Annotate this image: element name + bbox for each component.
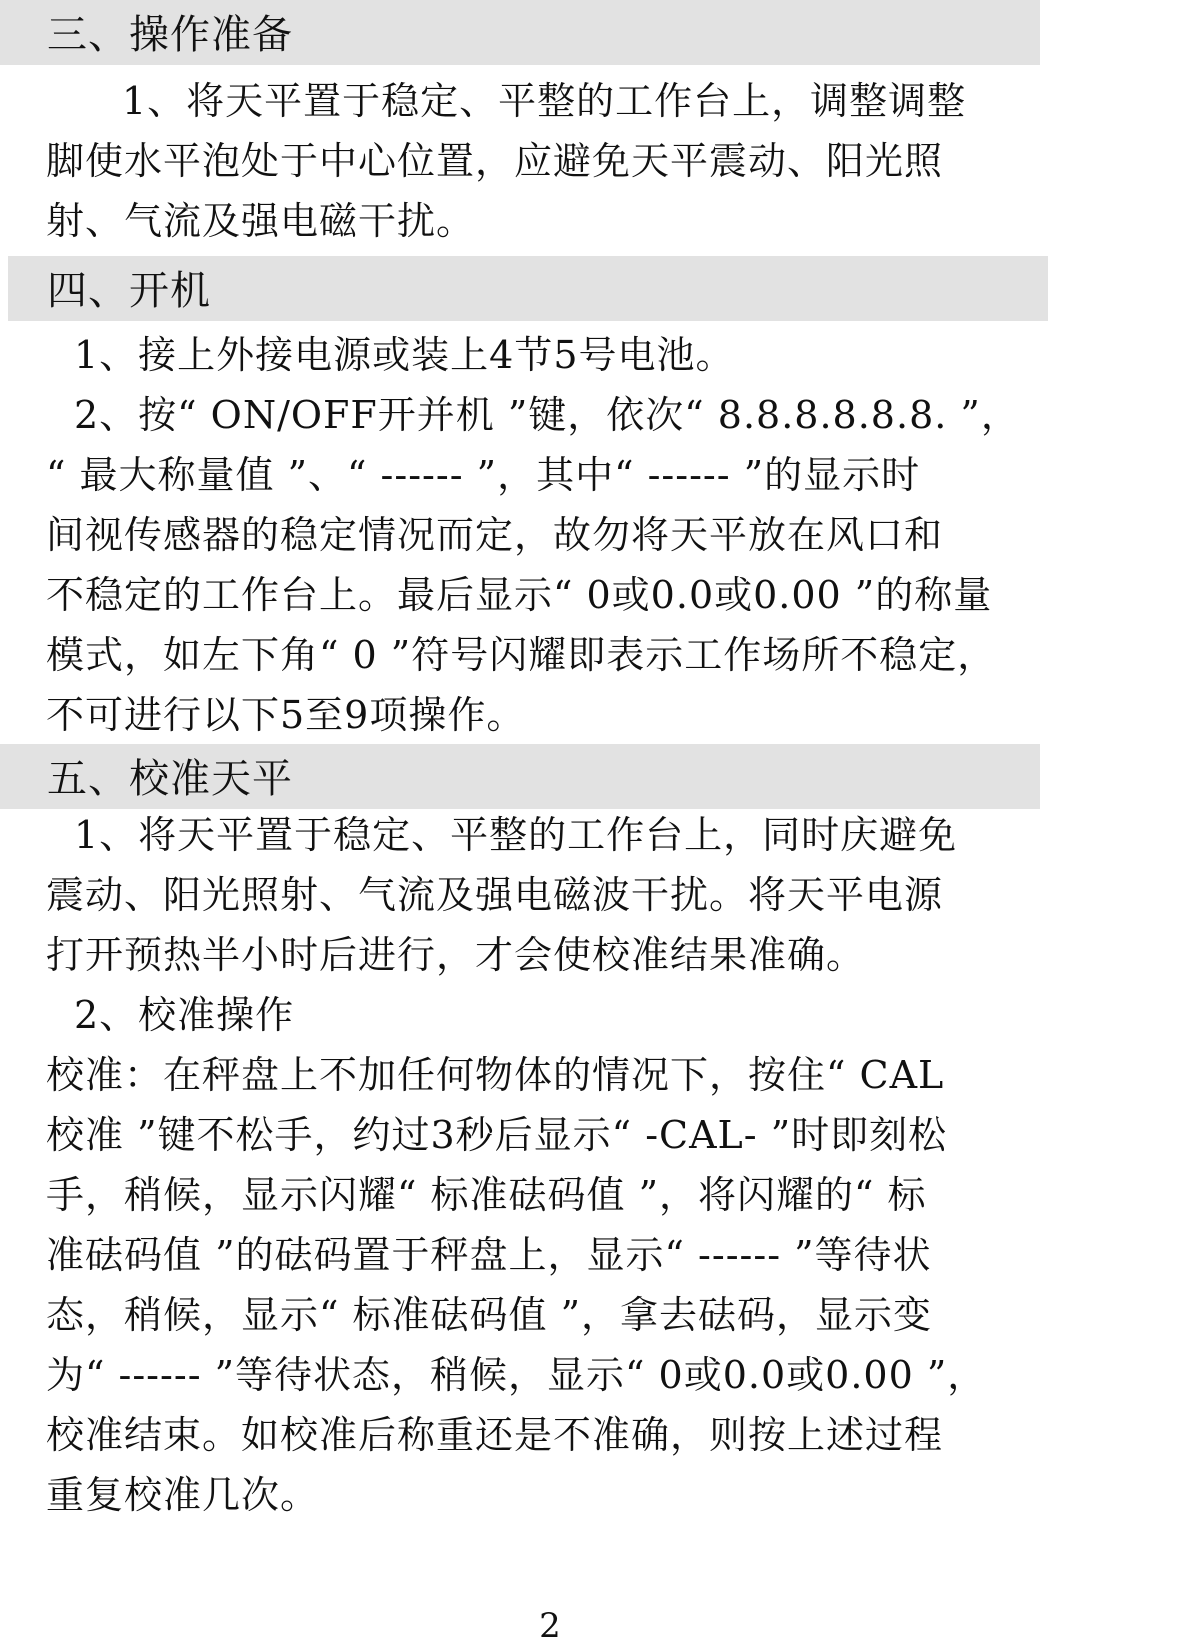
section-5-line-7: 手，稍候，显示闪耀“ 标准砝码值 ”，将闪耀的“ 标 xyxy=(46,1173,927,1217)
section-4-line-6: 模式，如左下角“ 0 ”符号闪耀即表示工作场所不稳定， xyxy=(46,633,997,677)
section-5-heading: 五、校准天平 xyxy=(47,756,293,802)
section-5-line-1: 1、将天平置于稳定、平整的工作台上，同时庆避免 xyxy=(74,813,958,857)
section-5-line-6: 校准 ”键不松手，约过3秒后显示“ -CAL- ”时即刻松 xyxy=(46,1113,948,1157)
section-4-line-5: 不稳定的工作台上。最后显示“ 0或0.0或0.00 ”的称量 xyxy=(46,573,993,617)
section-3-line-2: 脚使水平泡处于中心位置，应避免天平震动、阳光照 xyxy=(46,139,944,183)
section-5-line-10: 为“ ------ ”等待状态，稍候，显示“ 0或0.0或0.00 ”， xyxy=(46,1353,987,1397)
section-5-line-12: 重复校准几次。 xyxy=(46,1473,320,1517)
section-5-line-3: 打开预热半小时后进行，才会使校准结果准确。 xyxy=(46,933,866,977)
section-5-line-4: 2、校准操作 xyxy=(74,993,295,1037)
section-3-line-3: 射、气流及强电磁干扰。 xyxy=(46,199,476,243)
section-4-line-4: 间视传感器的稳定情况而定，故勿将天平放在风口和 xyxy=(46,513,944,557)
section-5-line-11: 校准结束。如校准后称重还是不准确，则按上述过程 xyxy=(46,1413,944,1457)
section-4-line-2: 2、按“ ON/OFF开并机 ”键，依次“ 8.8.8.8.8.8. ”， xyxy=(74,393,1020,437)
section-4-heading: 四、开机 xyxy=(47,268,211,314)
section-5-line-9: 态，稍候，显示“ 标准砝码值 ”，拿去砝码，显示变 xyxy=(46,1293,933,1337)
section-4-line-3: “ 最大称量值 ”、“ ------ ”，其中“ ------ ”的显示时 xyxy=(46,453,921,497)
section-3-heading: 三、操作准备 xyxy=(47,12,293,58)
section-4-line-7: 不可进行以下5至9项操作。 xyxy=(46,693,526,737)
page-number: 2 xyxy=(539,1606,561,1646)
section-5-line-5: 校准：在秤盘上不加任何物体的情况下，按住“ CAL xyxy=(46,1053,945,1097)
section-5-line-8: 准砝码值 ”的砝码置于秤盘上，显示“ ------ ”等待状 xyxy=(46,1233,932,1277)
section-5-line-2: 震动、阳光照射、气流及强电磁波干扰。将天平电源 xyxy=(46,873,944,917)
section-3-line-1: 1、将天平置于稳定、平整的工作台上，调整调整 xyxy=(122,79,967,123)
section-4-line-1: 1、接上外接电源或装上4节5号电池。 xyxy=(74,333,735,377)
